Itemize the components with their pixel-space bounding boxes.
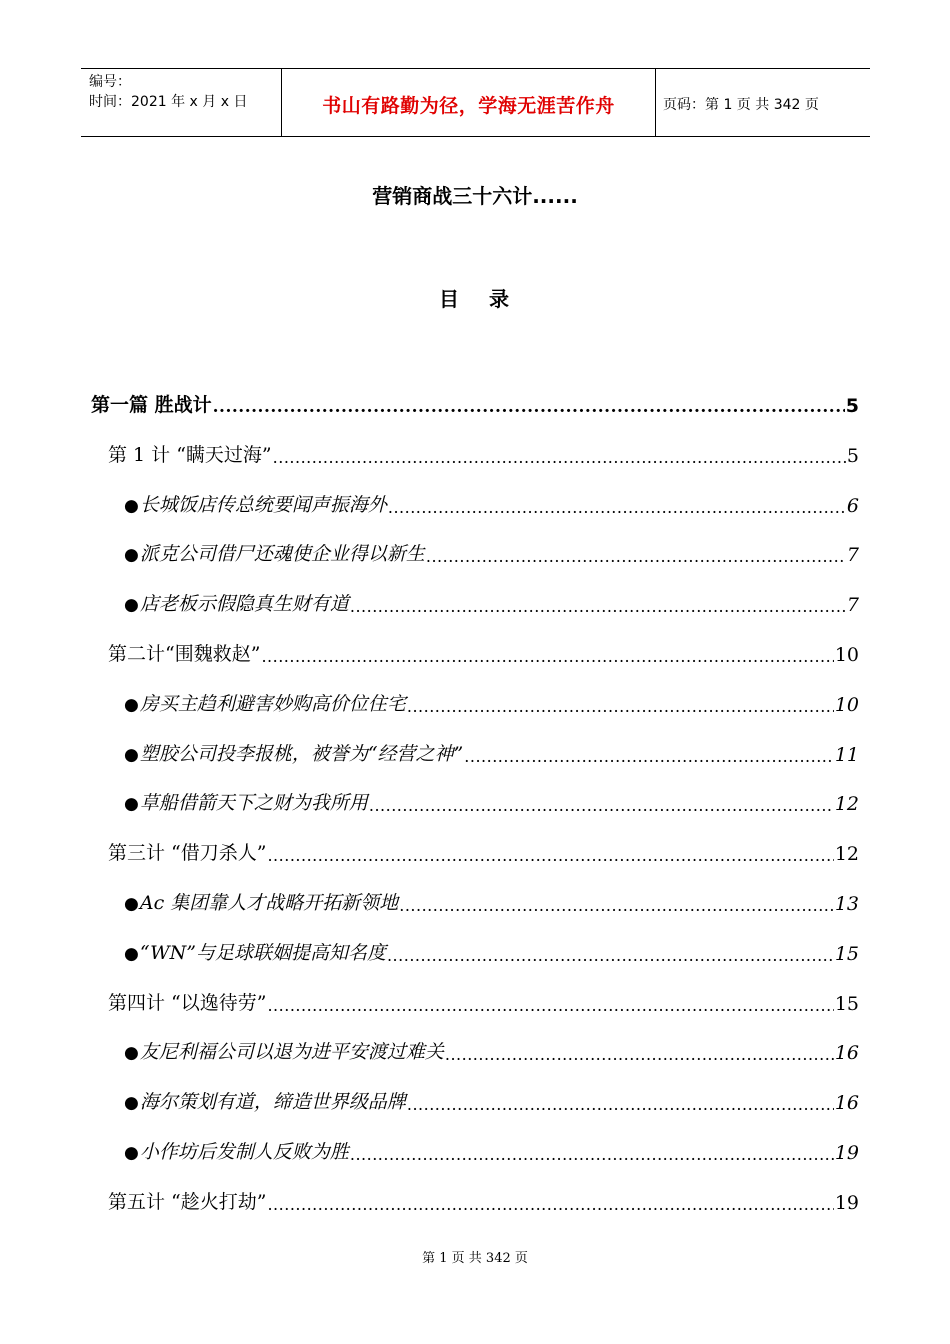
toc-entry-label: [124, 1137, 349, 1164]
dot-leader: [350, 598, 846, 616]
toc-entry-text: “WN”与足球联姻提高知名度: [139, 942, 386, 964]
document-title: 营销商战三十六计......: [372, 184, 578, 208]
dot-leader: [273, 449, 846, 467]
serial-label: 编号：: [89, 74, 131, 90]
toc-heading: [0, 283, 950, 312]
toc-page-number: 5: [846, 445, 859, 467]
toc-page-number: 19: [834, 1142, 859, 1164]
bullet-icon: ●: [124, 1143, 139, 1163]
toc-entry-text: 海尔策划有道，缔造世界级品牌: [139, 1091, 406, 1113]
toc-entry-text: 第五计 “趁火打劫”: [108, 1191, 267, 1213]
bullet-icon: ●: [124, 1093, 139, 1113]
toc-page-number: 16: [834, 1042, 859, 1064]
toc-entry-level3[interactable]: [124, 888, 859, 915]
toc-entry-label: [124, 589, 349, 616]
toc-entry-label: [108, 639, 260, 666]
header-meta-cell: [81, 69, 281, 136]
toc-entry-label: [91, 390, 212, 417]
dot-leader: [267, 1196, 833, 1214]
toc-entry-label: [124, 1087, 406, 1114]
time-label: 时间：2021 年 x 月 x 日: [89, 94, 248, 110]
toc-entry-label: [124, 539, 425, 566]
bullet-icon: ●: [124, 545, 139, 565]
dot-leader: [267, 847, 833, 865]
toc-entry-label: [108, 988, 266, 1015]
motto-text: 书山有路勤为径，学海无涯苦作舟: [322, 95, 615, 117]
toc-entry-label: [108, 440, 272, 467]
toc-entry-text: 友尼利福公司以退为进平安渡过难关: [139, 1041, 444, 1063]
toc-page-number: 13: [834, 893, 859, 915]
toc-entry-level2[interactable]: [108, 440, 859, 467]
toc-entry-label: [124, 1037, 444, 1064]
page-info: 页码：第 1 页 共 342 页: [663, 97, 819, 113]
toc-entry-level1[interactable]: [91, 390, 859, 417]
bullet-icon: ●: [124, 794, 139, 814]
toc-page-number: 19: [834, 1192, 859, 1214]
toc-entry-level3[interactable]: [124, 1037, 859, 1064]
dot-leader: [267, 997, 833, 1015]
bullet-icon: ●: [124, 944, 139, 964]
toc-entry-text: Ac 集团靠人才战略开拓新领地: [139, 892, 399, 914]
toc-entry-text: 草船借箭天下之财为我所用: [139, 792, 368, 814]
toc-entry-label: [124, 888, 398, 915]
bullet-icon: ●: [124, 695, 139, 715]
toc-entry-level3[interactable]: [124, 490, 859, 517]
bullet-icon: ●: [124, 894, 139, 914]
toc-page-number: 12: [834, 843, 859, 865]
dot-leader: [407, 1096, 834, 1114]
toc-page-number: 12: [834, 793, 859, 815]
toc-page-number: 11: [834, 744, 859, 766]
toc-entry-level2[interactable]: [108, 988, 859, 1015]
toc-page-number: 15: [834, 943, 859, 965]
toc-entry-label: [108, 1187, 266, 1214]
dot-leader: [261, 648, 833, 666]
toc-entry-text: 塑胶公司投李报桃，被誉为“经营之神”: [139, 743, 464, 765]
bullet-icon: ●: [124, 496, 139, 516]
toc-page-number: 5: [845, 395, 859, 417]
dot-leader: [387, 947, 834, 965]
toc-entry-level2[interactable]: [108, 1187, 859, 1214]
toc-entry-label: [108, 838, 266, 865]
toc-entry-label: [124, 689, 406, 716]
toc-page-number: 15: [834, 993, 859, 1015]
toc-entry-text: 房买主趋利避害妙购高价位住宅: [139, 693, 406, 715]
toc-page-number: 10: [834, 644, 859, 666]
dot-leader: [445, 1046, 834, 1064]
header-motto-cell: [281, 69, 656, 136]
toc-entry-text: 第三计 “借刀杀人”: [108, 842, 267, 864]
toc-page-number: 16: [834, 1092, 859, 1114]
document-header: [81, 68, 870, 137]
toc-entry-text: 长城饭店传总统要闻声振海外: [139, 494, 387, 516]
dot-leader: [399, 897, 834, 915]
header-page-cell: [655, 69, 870, 136]
toc-entry-level3[interactable]: [124, 539, 859, 566]
toc-entry-text: 派克公司借尸还魂使企业得以新生: [139, 543, 425, 565]
toc-entry-level3[interactable]: [124, 589, 859, 616]
toc-entry-text: 第二计“围魏救赵”: [108, 643, 261, 665]
toc-entry-level2[interactable]: [108, 838, 859, 865]
dot-leader: [426, 548, 846, 566]
bullet-icon: ●: [124, 595, 139, 615]
dot-leader: [388, 499, 846, 517]
bullet-icon: ●: [124, 745, 139, 765]
dot-leader: [464, 748, 834, 766]
dot-leader: [350, 1146, 834, 1164]
toc-entry-level3[interactable]: [124, 739, 859, 766]
toc-entry-level3[interactable]: [124, 938, 859, 965]
toc-entry-label: [124, 938, 386, 965]
toc-page-number: 7: [846, 544, 859, 566]
toc-entry-text: 第四计 “以逸待劳”: [108, 992, 267, 1014]
toc-entry-level2[interactable]: [108, 639, 859, 666]
toc-page-number: 6: [846, 495, 859, 517]
toc-entry-text: 小作坊后发制人反败为胜: [139, 1141, 349, 1163]
toc-entry-level3[interactable]: [124, 689, 859, 716]
toc-entry-label: [124, 788, 368, 815]
toc-entry-text: 第 1 计 “瞒天过海”: [108, 444, 272, 466]
dot-leader: [407, 698, 834, 716]
toc-page-number: 10: [834, 694, 859, 716]
toc-heading-left: 目: [439, 287, 461, 311]
toc-heading-right: 录: [489, 287, 511, 311]
toc-entry-level3[interactable]: [124, 788, 859, 815]
toc-entry-label: [124, 739, 463, 766]
toc-entry-label: [124, 490, 387, 517]
page-footer: 第 1 页 共 342 页: [422, 1251, 528, 1266]
toc-page-number: 7: [846, 594, 859, 616]
toc-entry-level3[interactable]: [124, 1137, 859, 1164]
bullet-icon: ●: [124, 1043, 139, 1063]
toc-entry-level3[interactable]: [124, 1087, 859, 1114]
dot-leader: [213, 399, 845, 417]
dot-leader: [369, 797, 834, 815]
toc-entry-text: 店老板示假隐真生财有道: [139, 593, 349, 615]
toc-entry-text: 第一篇 胜战计: [91, 394, 212, 416]
